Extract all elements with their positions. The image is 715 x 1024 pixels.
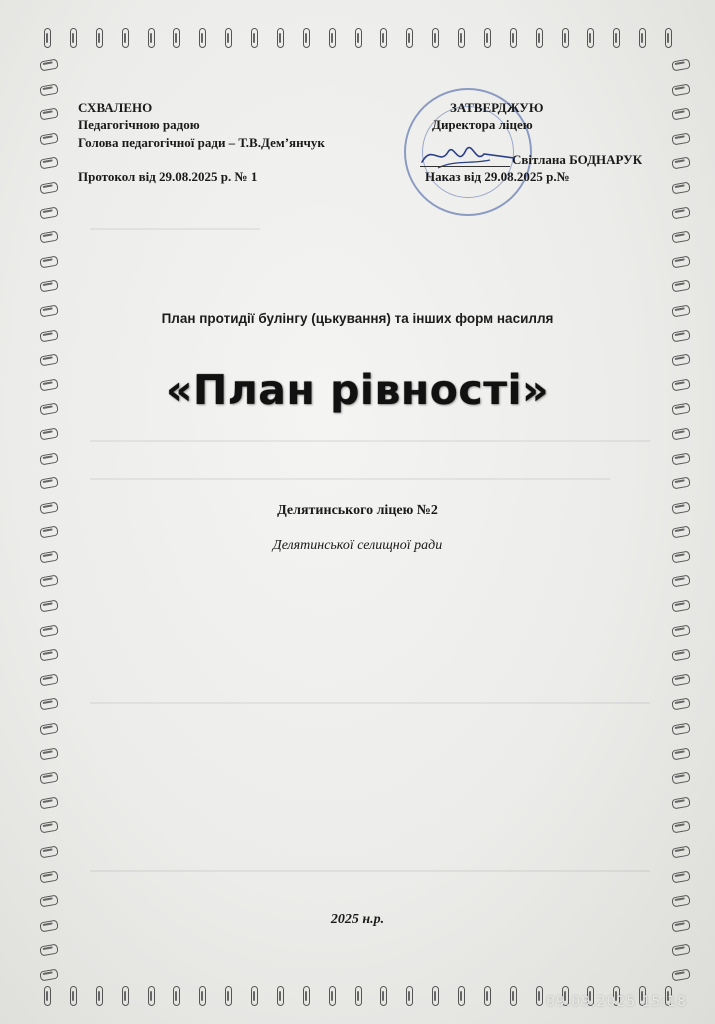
paperclip-icon — [39, 600, 58, 613]
paperclip-icon — [671, 83, 690, 96]
paperclip-icon — [458, 986, 465, 1006]
paperclip-icon — [406, 28, 413, 48]
paperclip-icon — [39, 747, 58, 760]
paperclip-icon — [39, 59, 58, 72]
council-name: Делятинської селищної ради — [272, 538, 443, 553]
right-paperclip-border — [676, 56, 694, 984]
confirm-line-1: Директора ліцею — [432, 117, 533, 132]
paperclip-icon — [251, 986, 258, 1006]
paperclip-icon — [671, 59, 690, 72]
paperclip-icon — [432, 986, 439, 1006]
paperclip-icon — [39, 968, 58, 981]
confirm-heading: ЗАТВЕРДЖУЮ — [450, 100, 544, 115]
paperclip-icon — [39, 624, 58, 637]
paperclip-icon — [39, 895, 58, 908]
paperclip-icon — [671, 968, 690, 981]
paperclip-icon — [199, 28, 206, 48]
paperclip-icon — [148, 986, 155, 1006]
paperclip-icon — [277, 28, 284, 48]
top-paperclip-border — [44, 28, 672, 54]
paperclip-icon — [70, 986, 77, 1006]
paperclip-icon — [671, 157, 690, 170]
paperclip-icon — [96, 28, 103, 48]
paperclip-icon — [225, 28, 232, 48]
paperclip-icon — [562, 28, 569, 48]
signer-name: Світлана БОДНАРУК — [512, 152, 643, 167]
photo-timestamp: 09.09.2025 15:18 — [546, 994, 687, 1010]
paperclip-icon — [671, 895, 690, 908]
paperclip-icon — [671, 132, 690, 145]
paperclip-icon — [122, 986, 129, 1006]
paperclip-icon — [39, 83, 58, 96]
order-line: Наказ від 29.08.2025 р.№ — [425, 169, 570, 184]
paperclip-icon — [39, 870, 58, 883]
paperclip-icon — [484, 986, 491, 1006]
paperclip-icon — [671, 944, 690, 957]
paperclip-icon — [148, 28, 155, 48]
paperclip-icon — [671, 649, 690, 662]
left-paperclip-border — [44, 56, 62, 984]
paperclip-icon — [671, 624, 690, 637]
paperclip-icon — [39, 231, 58, 244]
paperclip-icon — [671, 575, 690, 588]
paperclip-icon — [39, 575, 58, 588]
paperclip-icon — [39, 944, 58, 957]
paperclip-icon — [671, 354, 690, 367]
paperclip-icon — [355, 986, 362, 1006]
paperclip-icon — [671, 477, 690, 490]
paperclip-icon — [39, 723, 58, 736]
paperclip-icon — [329, 28, 336, 48]
paperclip-icon — [671, 673, 690, 686]
paperclip-icon — [510, 28, 517, 48]
paperclip-icon — [277, 986, 284, 1006]
paperclip-icon — [39, 181, 58, 194]
paperclip-icon — [44, 28, 51, 48]
paperclip-icon — [251, 28, 258, 48]
academic-year: 2025 н.р. — [330, 912, 385, 927]
paperclip-icon — [39, 157, 58, 170]
paperclip-icon — [199, 986, 206, 1006]
paperclip-icon — [671, 698, 690, 711]
approved-line-1: Педагогічною радою — [78, 117, 200, 132]
paperclip-icon — [225, 986, 232, 1006]
paperclip-icon — [173, 986, 180, 1006]
paperclip-icon — [39, 477, 58, 490]
paperclip-icon — [671, 452, 690, 465]
paperclip-icon — [671, 280, 690, 293]
paperclip-icon — [671, 255, 690, 268]
paperclip-icon — [671, 796, 690, 809]
paperclip-icon — [406, 986, 413, 1006]
paperclip-icon — [380, 986, 387, 1006]
paperclip-icon — [355, 28, 362, 48]
paperclip-icon — [39, 673, 58, 686]
bleed-through — [90, 228, 260, 230]
paperclip-icon — [44, 986, 51, 1006]
paperclip-icon — [671, 108, 690, 121]
paperclip-icon — [329, 986, 336, 1006]
paperclip-icon — [122, 28, 129, 48]
paperclip-icon — [671, 846, 690, 859]
paperclip-icon — [432, 28, 439, 48]
bleed-through — [90, 870, 650, 872]
paperclip-icon — [39, 796, 58, 809]
approved-heading: СХВАЛЕНО — [78, 100, 153, 115]
paperclip-icon — [613, 28, 620, 48]
paperclip-icon — [671, 747, 690, 760]
paperclip-icon — [39, 329, 58, 342]
paperclip-icon — [671, 723, 690, 736]
paperclip-icon — [671, 231, 690, 244]
paperclip-icon — [173, 28, 180, 48]
paperclip-icon — [303, 986, 310, 1006]
paperclip-icon — [39, 132, 58, 145]
paperclip-icon — [39, 846, 58, 859]
paperclip-icon — [536, 28, 543, 48]
bleed-through — [90, 440, 650, 442]
paperclip-icon — [380, 28, 387, 48]
paperclip-icon — [671, 600, 690, 613]
paperclip-icon — [39, 108, 58, 121]
paperclip-icon — [96, 986, 103, 1006]
paperclip-icon — [484, 28, 491, 48]
paperclip-icon — [39, 427, 58, 440]
paperclip-icon — [39, 206, 58, 219]
paperclip-icon — [39, 280, 58, 293]
paperclip-icon — [39, 526, 58, 539]
paperclip-icon — [671, 772, 690, 785]
paperclip-icon — [39, 354, 58, 367]
paperclip-icon — [458, 28, 465, 48]
paperclip-icon — [70, 28, 77, 48]
bleed-through — [90, 702, 650, 704]
paperclip-icon — [671, 427, 690, 440]
paperclip-icon — [665, 28, 672, 48]
paperclip-icon — [39, 772, 58, 785]
signature-line — [420, 166, 510, 167]
paperclip-icon — [303, 28, 310, 48]
bleed-through — [90, 478, 610, 480]
approved-line-2: Голова педагогічної ради – Т.В.Дем’янчук — [78, 135, 325, 150]
paperclip-icon — [671, 329, 690, 342]
document-title: «План рівності» — [165, 366, 550, 414]
paperclip-icon — [671, 181, 690, 194]
paperclip-icon — [671, 870, 690, 883]
paperclip-icon — [671, 206, 690, 219]
paperclip-icon — [39, 698, 58, 711]
paperclip-icon — [639, 28, 646, 48]
paperclip-icon — [39, 452, 58, 465]
paperclip-icon — [671, 821, 690, 834]
paperclip-icon — [536, 986, 543, 1006]
paperclip-icon — [587, 28, 594, 48]
school-name: Делятинського ліцею №2 — [277, 503, 438, 518]
protocol-line: Протокол від 29.08.2025 р. № 1 — [78, 169, 258, 184]
document-subtitle: План протидії булінгу (цькування) та інших форм насилля — [161, 311, 554, 326]
paperclip-icon — [39, 649, 58, 662]
paperclip-icon — [510, 986, 517, 1006]
paperclip-icon — [671, 526, 690, 539]
paperclip-icon — [39, 821, 58, 834]
paperclip-icon — [39, 255, 58, 268]
